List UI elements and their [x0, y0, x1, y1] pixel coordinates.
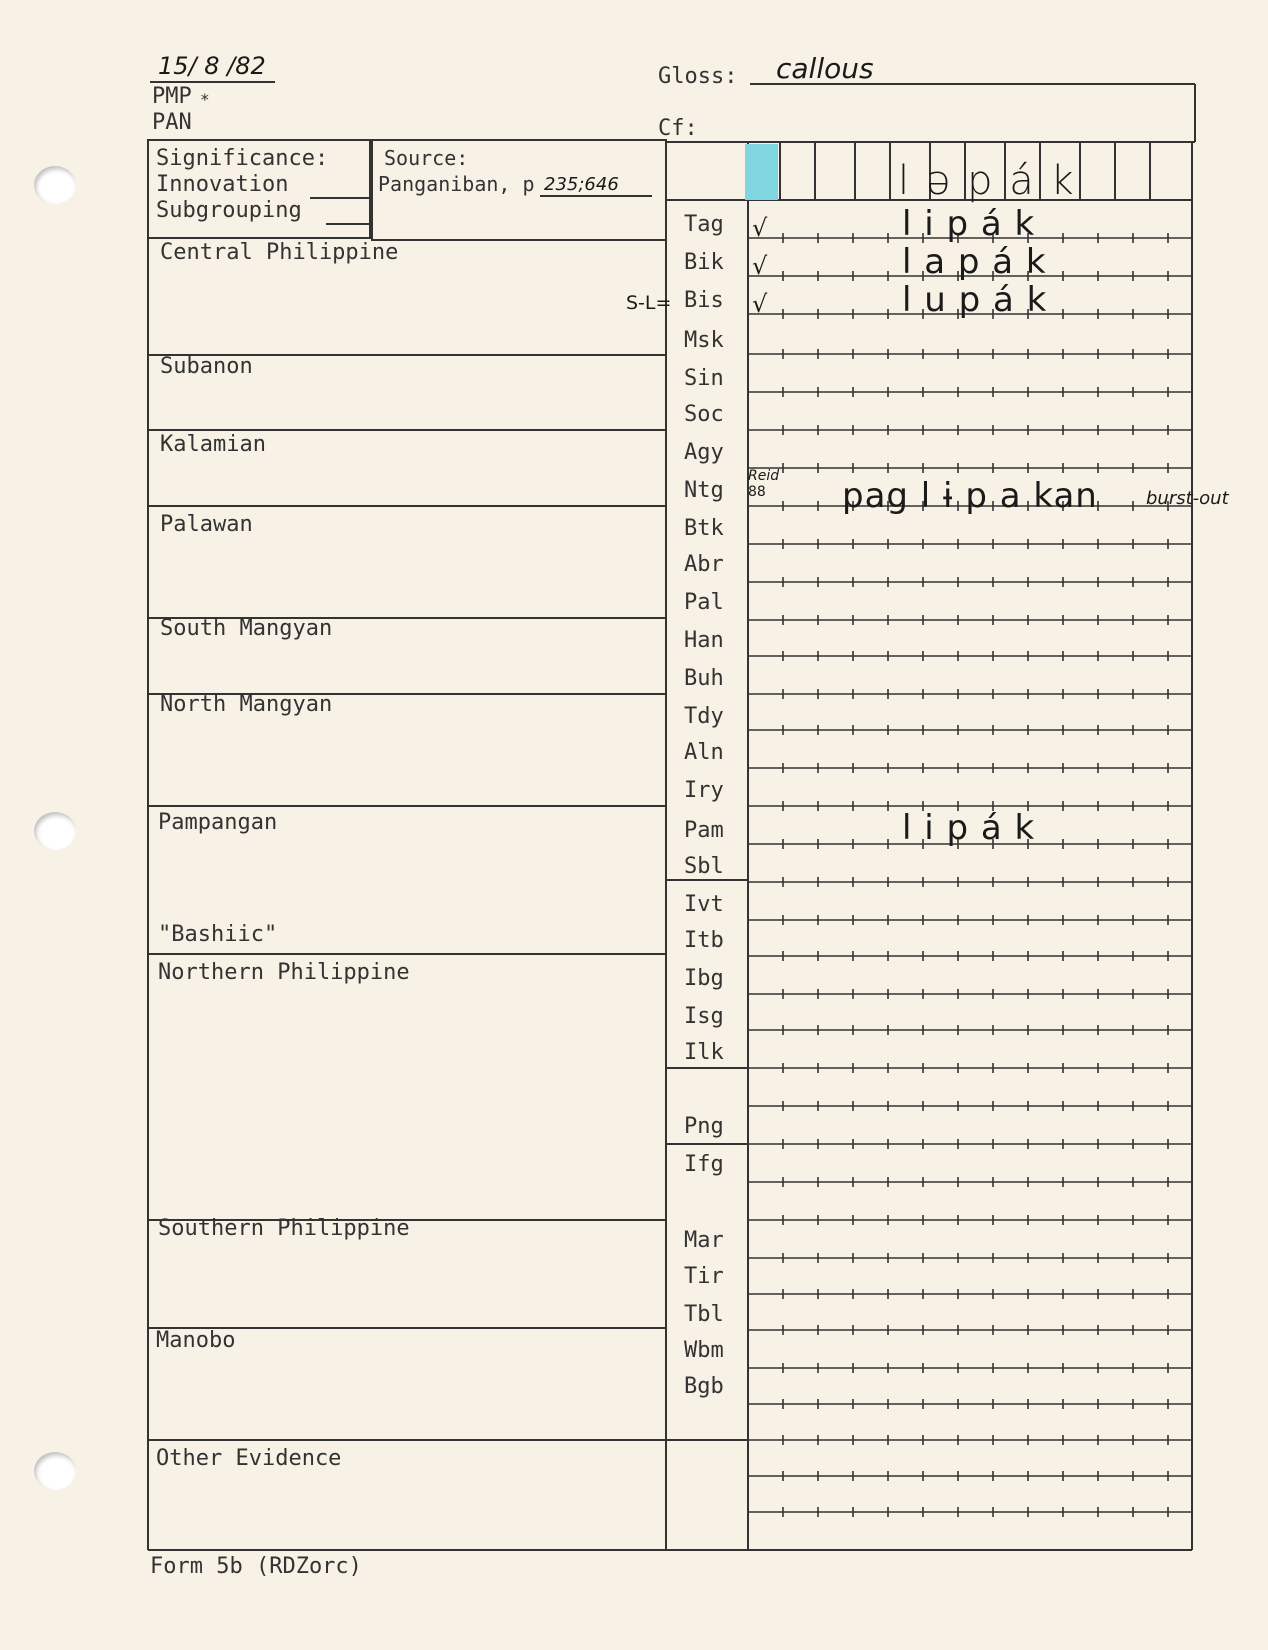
lang-code-ntg: Ntg — [684, 478, 724, 503]
lang-code-sbl: Sbl — [684, 854, 724, 879]
tag-form: l i p á k — [902, 204, 1036, 244]
reconstruction-highlight — [745, 144, 778, 200]
lang-code-abr: Abr — [684, 552, 724, 577]
group-manobo: Manobo — [156, 1328, 236, 1353]
pmp-label: PMP — [152, 84, 192, 109]
lang-code-ilk: Ilk — [684, 1040, 724, 1065]
lang-code-aln: Aln — [684, 740, 724, 765]
lang-code-ivt: Ivt — [684, 892, 724, 917]
bik-check: √ — [752, 252, 768, 280]
group-northern-philippine: Northern Philippine — [158, 960, 410, 985]
lang-code-sin: Sin — [684, 366, 724, 391]
lang-code-isg: Isg — [684, 1004, 724, 1029]
group-subanon: Subanon — [160, 354, 253, 379]
pmp-asterisk: * — [200, 90, 210, 109]
gloss-label: Gloss: — [658, 64, 738, 89]
ntg-gloss: burst-out — [1146, 488, 1229, 509]
subgrouping-label: Subgrouping — [156, 198, 302, 223]
innovation-label: Innovation — [156, 172, 289, 197]
pan-label: PAN — [152, 110, 192, 135]
lang-code-itb: Itb — [684, 928, 724, 953]
cf-label: Cf: — [658, 116, 698, 141]
lang-code-buh: Buh — [684, 666, 724, 691]
ntg-ref: Reid — [748, 468, 780, 484]
lang-code-bik: Bik — [684, 250, 724, 275]
lang-code-ifg: Ifg — [684, 1152, 724, 1177]
lang-code-soc: Soc — [684, 402, 724, 427]
lang-code-tdy: Tdy — [684, 704, 724, 729]
lang-code-tag: Tag — [684, 212, 724, 237]
lang-code-pal: Pal — [684, 590, 724, 615]
group-kalamian: Kalamian — [160, 432, 266, 457]
lang-code-mar: Mar — [684, 1228, 724, 1253]
group-southern-philippine: Southern Philippine — [158, 1216, 410, 1241]
tag-check: √ — [752, 214, 768, 242]
lang-code-iry: Iry — [684, 778, 724, 803]
lang-code-bgb: Bgb — [684, 1374, 724, 1399]
group-pampangan: Pampangan — [158, 810, 278, 835]
source-label: Source: — [384, 146, 469, 170]
significance-title: Significance: — [156, 146, 329, 171]
lang-code-tbl: Tbl — [684, 1302, 724, 1327]
lang-code-bis: Bis — [684, 288, 724, 313]
group-other-evidence: Other Evidence — [156, 1446, 342, 1471]
ntg-ref-year: 88 — [748, 484, 766, 500]
lang-code-tir: Tir — [684, 1264, 724, 1289]
bis-form: l u p á k — [902, 280, 1048, 320]
lang-code-btk: Btk — [684, 516, 724, 541]
lang-code-ibg: Ibg — [684, 966, 724, 991]
ntg-form: pag l ɨ p a kan — [842, 476, 1098, 516]
form-footer: Form 5b (RDZorc) — [150, 1554, 362, 1579]
source-page: 235;646 — [544, 174, 619, 195]
source-value: Panganiban, p — [378, 172, 535, 196]
lang-code-png: Png — [684, 1114, 724, 1139]
reconstruction-form: l ə p á k — [898, 158, 1076, 204]
bik-form: l a p á k — [902, 242, 1047, 282]
group-south-mangyan: South Mangyan — [160, 616, 333, 641]
lang-code-han: Han — [684, 628, 724, 653]
bis-check: √ — [752, 290, 768, 318]
group-central-philippine: Central Philippine — [160, 240, 399, 265]
pam-form: l i p á k — [902, 808, 1036, 848]
date: 15/ 8 /82 — [158, 52, 266, 80]
lang-code-msk: Msk — [684, 328, 724, 353]
group-north-mangyan: North Mangyan — [160, 692, 333, 717]
group-bashiic: "Bashiic" — [158, 922, 278, 947]
lang-code-pam: Pam — [684, 818, 724, 843]
lang-code-wbm: Wbm — [684, 1338, 724, 1363]
lang-code-agy: Agy — [684, 440, 724, 465]
group-palawan: Palawan — [160, 512, 253, 537]
bis-prefix: S-L= — [626, 292, 672, 314]
gloss-value: callous — [776, 52, 874, 85]
